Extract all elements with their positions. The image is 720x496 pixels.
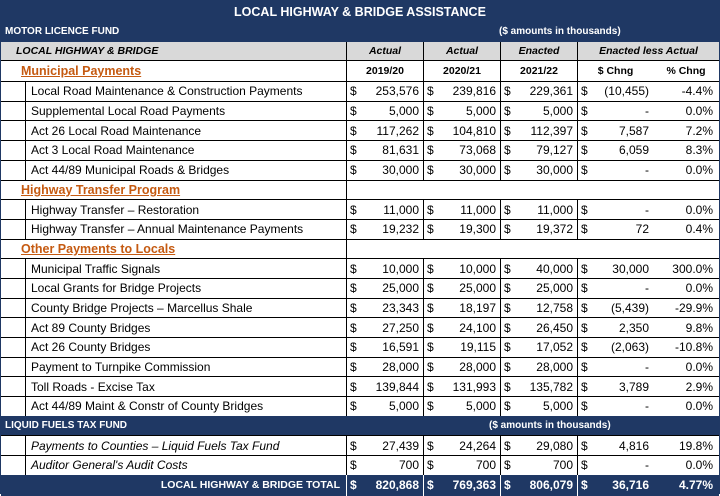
total-2021: $ 806,079: [500, 475, 577, 496]
row-label: Supplemental Local Road Payments: [25, 102, 346, 121]
cell-pct: 0.0%: [685, 163, 713, 178]
cell-chng: $ -: [577, 358, 653, 377]
cell-2021: $ 112,397: [500, 121, 577, 140]
table-row: [1, 435, 719, 455]
header-diff: Enacted less Actual: [577, 42, 719, 61]
cell-chng: $ 2,350: [577, 318, 653, 337]
table-row: [1, 199, 719, 219]
row-label: Highway Transfer – Restoration: [25, 200, 346, 219]
section-other: Other Payments to Locals: [21, 241, 176, 256]
group-other: [1, 258, 719, 416]
cell-2019: $ 81,631: [346, 141, 423, 160]
cell-2020: $ 10,000: [423, 259, 500, 278]
section-row-municipal: [1, 61, 719, 81]
cell-2021: $ 25,000: [500, 279, 577, 298]
section-municipal: Municipal Payments: [21, 64, 142, 79]
table-row: [1, 298, 719, 318]
cell-2020: $ 28,000: [423, 358, 500, 377]
cell-2021: $ 26,450: [500, 318, 577, 337]
cell-pct: 7.2%: [685, 123, 713, 138]
year-2019: 2019/20: [346, 61, 423, 81]
cell-2020: $ 239,816: [423, 82, 500, 101]
fund2-label: LIQUID FUELS TAX FUND: [5, 416, 335, 436]
title-row: [1, 1, 719, 22]
fund2-note: ($ amounts in thousands): [489, 416, 639, 436]
cell-chng: $ -: [577, 279, 653, 298]
cell-chng: $ -: [577, 161, 653, 180]
row-label: Highway Transfer – Annual Maintenance Payments: [25, 220, 346, 239]
fund-row-motor: [1, 22, 719, 42]
table-row: [1, 317, 719, 337]
cell-2020: $ 11,000: [423, 200, 500, 219]
cell-pct: 19.8%: [678, 438, 713, 453]
table-row: [1, 396, 719, 416]
cell-2021: $ 229,361: [500, 82, 577, 101]
cell-2020: $ 24,100: [423, 318, 500, 337]
fund-row-liquid: [1, 416, 719, 436]
cell-2021: $ 79,127: [500, 141, 577, 160]
cell-pct: 9.8%: [685, 320, 713, 335]
row-label: Act 26 Local Road Maintenance: [25, 121, 346, 140]
row-label: Act 89 County Bridges: [25, 318, 346, 337]
table-row: [1, 455, 719, 475]
cell-pct: 0.0%: [685, 104, 713, 119]
cell-2020: $ 5,000: [423, 102, 500, 121]
cell-chng: $ (2,063): [577, 338, 653, 357]
total-2019: $ 820,868: [346, 475, 423, 496]
cell-2019: $ 139,844: [346, 377, 423, 396]
cell-pct: -4.4%: [681, 84, 713, 99]
table-row: [1, 219, 719, 239]
table-title: LOCAL HIGHWAY & BRIDGE ASSISTANCE: [1, 1, 719, 22]
fund-label: MOTOR LICENCE FUND: [5, 22, 335, 42]
total-row: [1, 475, 719, 496]
table-row: [1, 376, 719, 396]
table-row: [1, 140, 719, 160]
cell-2020: $ 131,993: [423, 377, 500, 396]
total-chng: $ 36,716: [577, 475, 653, 496]
header-actual-1: Actual: [346, 42, 423, 61]
cell-2019: $ 253,576: [346, 82, 423, 101]
section-row-transfer: [1, 180, 719, 200]
cell-chng: $ 7,587: [577, 121, 653, 140]
cell-2020: $ 73,068: [423, 141, 500, 160]
cell-chng: $ 6,059: [577, 141, 653, 160]
cell-chng: $ 72: [577, 220, 653, 239]
header-row: [1, 42, 719, 62]
group-transfer: [1, 199, 719, 238]
cell-2021: $ 28,000: [500, 358, 577, 377]
cell-2020: $ 25,000: [423, 279, 500, 298]
cell-chng: $ 4,816: [577, 436, 653, 455]
cell-2021: $ 19,372: [500, 220, 577, 239]
row-label: Local Road Maintenance & Construction Payments: [25, 82, 346, 101]
fund-note: ($ amounts in thousands): [499, 22, 639, 42]
table-row: [1, 81, 719, 101]
cell-pct: 8.3%: [685, 143, 713, 158]
header-chng: $ Chng: [577, 61, 653, 81]
row-label: Local Grants for Bridge Projects: [25, 279, 346, 298]
cell-2019: $ 5,000: [346, 102, 423, 121]
cell-2020: $ 104,810: [423, 121, 500, 140]
cell-2019: $ 23,343: [346, 299, 423, 318]
total-2020: $ 769,363: [423, 475, 500, 496]
group-liquid: [1, 435, 719, 474]
row-label: County Bridge Projects – Marcellus Shale: [25, 299, 346, 318]
table-row: [1, 160, 719, 180]
cell-2021: $ 17,052: [500, 338, 577, 357]
year-2021: 2021/22: [500, 61, 577, 81]
cell-2020: $ 700: [423, 456, 500, 475]
total-pct: 4.77%: [678, 478, 713, 493]
cell-2019: $ 27,439: [346, 436, 423, 455]
cell-2021: $ 135,782: [500, 377, 577, 396]
cell-chng: $ 30,000: [577, 259, 653, 278]
year-2020: 2020/21: [423, 61, 500, 81]
cell-2021: $ 5,000: [500, 102, 577, 121]
cell-2019: $ 16,591: [346, 338, 423, 357]
cell-2019: $ 5,000: [346, 397, 423, 416]
cell-chng: $ -: [577, 102, 653, 121]
cell-2019: $ 11,000: [346, 200, 423, 219]
table-row: [1, 258, 719, 278]
header-group: LOCAL HIGHWAY & BRIDGE: [11, 42, 341, 61]
cell-pct: -29.9%: [674, 300, 713, 315]
cell-pct: 2.9%: [685, 379, 713, 394]
cell-2019: $ 117,262: [346, 121, 423, 140]
cell-pct: 300.0%: [672, 261, 713, 276]
table-row: [1, 278, 719, 298]
cell-2020: $ 19,115: [423, 338, 500, 357]
cell-2020: $ 5,000: [423, 397, 500, 416]
table-row: [1, 120, 719, 140]
cell-pct: 0.0%: [685, 458, 713, 473]
cell-pct: 0.4%: [685, 222, 713, 237]
cell-pct: 0.0%: [685, 281, 713, 296]
header-enacted: Enacted: [500, 42, 577, 61]
cell-chng: $ (10,455): [577, 82, 653, 101]
cell-2019: $ 19,232: [346, 220, 423, 239]
header-pct: % Chng: [666, 65, 706, 78]
cell-chng: $ -: [577, 397, 653, 416]
cell-chng: $ -: [577, 200, 653, 219]
cell-2019: $ 25,000: [346, 279, 423, 298]
cell-2021: $ 5,000: [500, 397, 577, 416]
cell-2021: $ 700: [500, 456, 577, 475]
cell-pct: 0.0%: [685, 399, 713, 414]
cell-2019: $ 10,000: [346, 259, 423, 278]
header-actual-2: Actual: [423, 42, 500, 61]
group-municipal: [1, 81, 719, 179]
table-row: [1, 101, 719, 121]
row-label: Act 26 County Bridges: [25, 338, 346, 357]
cell-2020: $ 30,000: [423, 161, 500, 180]
cell-2021: $ 40,000: [500, 259, 577, 278]
row-label: Act 44/89 Municipal Roads & Bridges: [25, 161, 346, 180]
row-label: Toll Roads - Excise Tax: [25, 377, 346, 396]
cell-2019: $ 28,000: [346, 358, 423, 377]
row-label: Payment to Turnpike Commission: [25, 358, 346, 377]
cell-2021: $ 12,758: [500, 299, 577, 318]
cell-chng: $ 3,789: [577, 377, 653, 396]
row-label: Payments to Counties – Liquid Fuels Tax Fund: [25, 436, 346, 455]
cell-2021: $ 30,000: [500, 161, 577, 180]
row-label: Auditor General's Audit Costs: [25, 456, 346, 475]
cell-chng: $ -: [577, 456, 653, 475]
table-row: [1, 337, 719, 357]
cell-pct: -10.8%: [674, 340, 713, 355]
cell-2020: $ 18,197: [423, 299, 500, 318]
cell-chng: $ (5,439): [577, 299, 653, 318]
row-label: Act 3 Local Road Maintenance: [25, 141, 346, 160]
section-transfer: Highway Transfer Program: [21, 182, 181, 197]
cell-2019: $ 30,000: [346, 161, 423, 180]
table-row: [1, 357, 719, 377]
total-label: LOCAL HIGHWAY & BRIDGE TOTAL: [160, 479, 340, 492]
section-row-other: [1, 239, 719, 259]
cell-pct: 0.0%: [685, 202, 713, 217]
cell-2021: $ 11,000: [500, 200, 577, 219]
row-label: Act 44/89 Maint & Constr of County Bridges: [25, 397, 346, 416]
cell-pct: 0.0%: [685, 360, 713, 375]
cell-2021: $ 29,080: [500, 436, 577, 455]
cell-2019: $ 27,250: [346, 318, 423, 337]
cell-2019: $ 700: [346, 456, 423, 475]
cell-2020: $ 19,300: [423, 220, 500, 239]
cell-2020: $ 24,264: [423, 436, 500, 455]
row-label: Municipal Traffic Signals: [25, 259, 346, 278]
